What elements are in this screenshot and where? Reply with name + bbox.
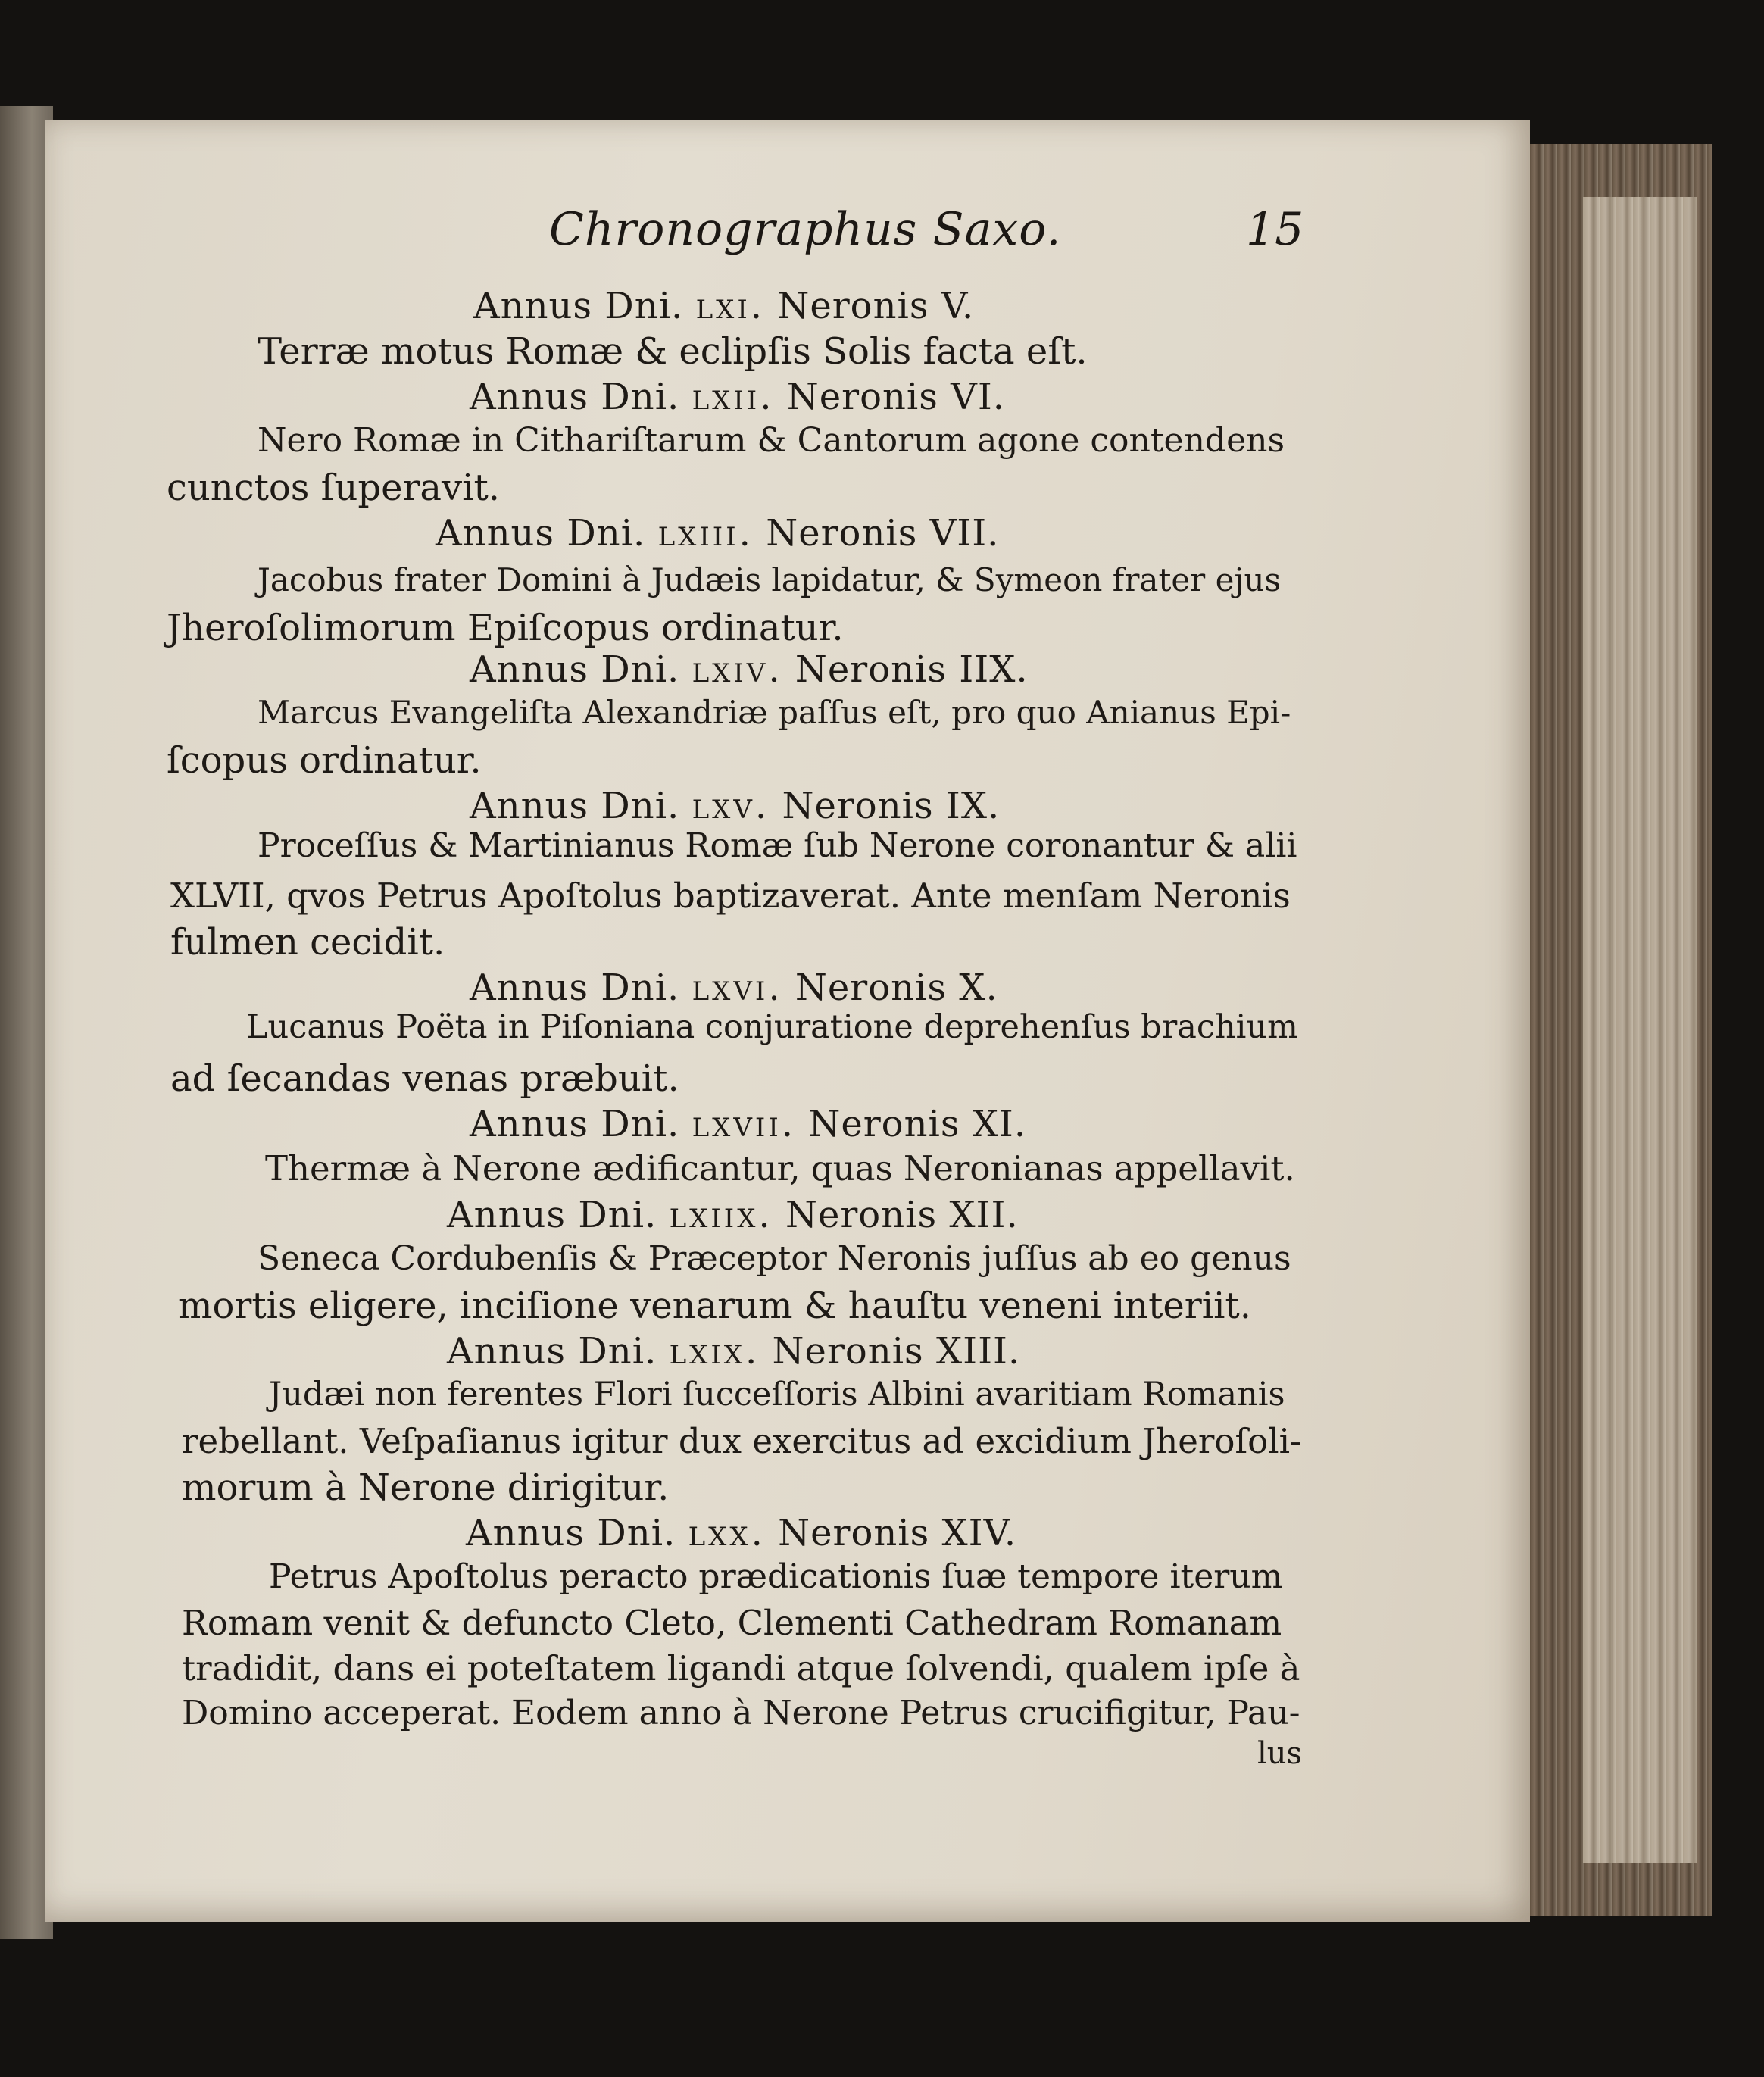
heading-prefix: Annus Dni. bbox=[473, 285, 684, 327]
heading-prefix: Annus Dni. bbox=[470, 376, 680, 418]
year-heading bbox=[470, 967, 998, 1009]
year-heading bbox=[436, 512, 1000, 554]
page-number: 15 bbox=[1246, 203, 1304, 256]
catchword: lus bbox=[1257, 1736, 1303, 1771]
regnal-year: Neronis XIV. bbox=[778, 1512, 1017, 1554]
entry-line: ſcopus ordinatur. bbox=[167, 739, 482, 782]
year-numeral: lxvi. bbox=[692, 967, 783, 1009]
heading-prefix: Annus Dni. bbox=[470, 648, 680, 691]
heading-prefix: Annus Dni. bbox=[447, 1194, 657, 1236]
entry-line: rebellant. Veſpaſianus igitur dux exercitus ad excidium Jheroſoli- bbox=[182, 1421, 1302, 1461]
year-numeral: lxiii. bbox=[657, 512, 754, 554]
regnal-year: Neronis XII. bbox=[785, 1194, 1019, 1236]
heading-prefix: Annus Dni. bbox=[436, 512, 646, 554]
regnal-year: Neronis VI. bbox=[786, 376, 1006, 418]
year-numeral: lxvii. bbox=[692, 1103, 797, 1145]
regnal-year: Neronis IX. bbox=[782, 785, 1001, 827]
entry-line: fulmen cecidit. bbox=[170, 921, 445, 964]
regnal-year: Neronis X. bbox=[795, 967, 998, 1009]
year-numeral: lxiix. bbox=[669, 1194, 773, 1236]
regnal-year: Neronis XIII. bbox=[772, 1330, 1021, 1373]
running-header bbox=[0, 203, 1764, 264]
year-heading bbox=[447, 1194, 1019, 1236]
running-title: Chronographus Saxo. bbox=[549, 203, 1062, 256]
entry-line: Proceſſus & Martinianus Romæ ſub Nerone coronantur & alii bbox=[258, 826, 1297, 865]
regnal-year: Neronis VII. bbox=[766, 512, 1000, 554]
year-numeral: lxiv. bbox=[692, 648, 783, 691]
entry-line: ad ſecandas venas præbuit. bbox=[170, 1057, 679, 1100]
regnal-year: Neronis V. bbox=[777, 285, 975, 327]
entry-line: Terræ motus Romæ & eclipſis Solis facta eſt. bbox=[258, 330, 1088, 373]
regnal-year: Neronis IIX. bbox=[795, 648, 1029, 691]
year-heading bbox=[470, 648, 1029, 691]
entry-line: Romam venit & defuncto Cleto, Clementi Cathedram Romanam bbox=[182, 1603, 1282, 1643]
entry-line: Judæi non ferentes Flori ſucceſſoris Albini avaritiam Romanis bbox=[269, 1376, 1285, 1413]
heading-prefix: Annus Dni. bbox=[470, 967, 680, 1009]
entry-line: mortis eligere, inciſione venarum & hauſtu veneni interiit. bbox=[178, 1285, 1251, 1327]
heading-prefix: Annus Dni. bbox=[470, 1103, 680, 1145]
entry-line: Seneca Cordubenſis & Præceptor Neronis juſſus ab eo genus bbox=[258, 1239, 1291, 1278]
year-numeral: lxv. bbox=[692, 785, 770, 827]
entry-line: XLVII, qvos Petrus Apoſtolus baptizaverat. Ante menſam Neronis bbox=[170, 876, 1291, 916]
year-heading bbox=[466, 1512, 1017, 1554]
entry-line: Jheroſolimorum Epiſcopus ordinatur. bbox=[167, 607, 844, 649]
year-heading bbox=[470, 376, 1006, 418]
heading-prefix: Annus Dni. bbox=[466, 1512, 676, 1554]
heading-prefix: Annus Dni. bbox=[470, 785, 680, 827]
year-heading bbox=[470, 1103, 1027, 1145]
year-numeral: lxi. bbox=[695, 285, 766, 327]
entry-line: Lucanus Poëta in Piſoniana conjuratione deprehenſus brachium bbox=[246, 1008, 1298, 1046]
heading-prefix: Annus Dni. bbox=[447, 1330, 657, 1373]
page-edge-highlight bbox=[1583, 197, 1697, 1863]
entry-line: Nero Romæ in Cithariſtarum & Cantorum agone contendens bbox=[258, 421, 1285, 460]
entry-line: Marcus Evangeliſta Alexandriæ paſſus eſt, pro quo Anianus Epi- bbox=[258, 694, 1291, 731]
entry-line: tradidit, dans ei poteſtatem ligandi atque ſolvendi, qualem ipſe à bbox=[182, 1648, 1300, 1688]
entry-line: morum à Nerone dirigitur. bbox=[182, 1466, 670, 1509]
year-heading bbox=[447, 1330, 1021, 1373]
entry-line: Petrus Apoſtolus peracto prædicationis ſuæ tempore iterum bbox=[269, 1557, 1283, 1596]
year-heading bbox=[470, 785, 1001, 827]
entry-line: Thermæ à Nerone ædificantur, quas Neronianas appellavit. bbox=[265, 1148, 1295, 1188]
entry-line: cunctos ſuperavit. bbox=[167, 467, 501, 509]
entry-line: Jacobus frater Domini à Judæis lapidatur, & Symeon frater ejus bbox=[258, 561, 1282, 598]
year-numeral: lxix. bbox=[669, 1330, 760, 1373]
regnal-year: Neronis XI. bbox=[808, 1103, 1027, 1145]
year-numeral: lxx. bbox=[688, 1512, 766, 1554]
entry-line: Domino acceperat. Eodem anno à Nerone Petrus crucifigitur, Pau- bbox=[182, 1694, 1300, 1732]
year-numeral: lxii. bbox=[692, 376, 775, 418]
year-heading bbox=[473, 285, 975, 327]
